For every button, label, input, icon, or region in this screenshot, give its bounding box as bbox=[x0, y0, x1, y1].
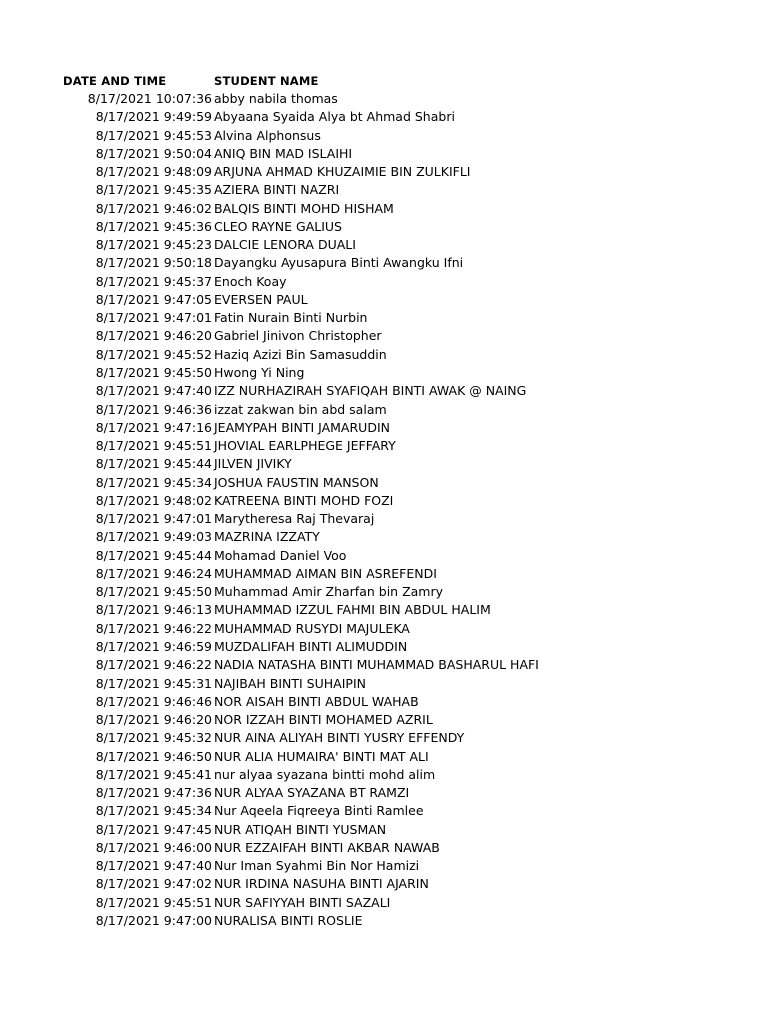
student-name-header: STUDENT NAME bbox=[214, 74, 319, 88]
date-time-cell: 8/17/2021 9:47:01 bbox=[95, 310, 212, 326]
date-time-cell: 8/17/2021 9:46:46 bbox=[95, 693, 212, 709]
student-name-cell: CLEO RAYNE GALIUS bbox=[214, 218, 342, 234]
date-time-cell: 8/17/2021 9:47:05 bbox=[95, 291, 212, 307]
date-time-cell: 8/17/2021 9:49:03 bbox=[95, 529, 212, 545]
date-time-cell: 8/17/2021 9:45:36 bbox=[95, 218, 212, 234]
table-row bbox=[0, 127, 768, 145]
student-name-cell: NUR IRDINA NASUHA BINTI AJARIN bbox=[214, 876, 429, 892]
date-time-cell: 8/17/2021 10:07:36 bbox=[87, 91, 212, 106]
table-row bbox=[0, 821, 768, 839]
table-row bbox=[0, 601, 768, 619]
table-row bbox=[0, 474, 768, 492]
date-time-cell: 8/17/2021 9:45:34 bbox=[95, 803, 212, 819]
date-time-cell: 8/17/2021 9:47:02 bbox=[95, 876, 212, 892]
table-row bbox=[0, 675, 768, 693]
date-time-cell: 8/17/2021 9:46:36 bbox=[95, 401, 212, 417]
date-time-cell: 8/17/2021 9:45:23 bbox=[95, 237, 212, 253]
student-name-cell: Mohamad Daniel Voo bbox=[214, 547, 347, 563]
table-row bbox=[0, 218, 768, 236]
student-name-cell: nur alyaa syazana bintti mohd alim bbox=[214, 766, 436, 782]
student-name-cell: MUHAMMAD AIMAN BIN ASREFENDI bbox=[214, 565, 437, 581]
student-name-cell: Haziq Azizi Bin Samasuddin bbox=[214, 346, 387, 362]
table-row bbox=[0, 254, 768, 272]
table-row bbox=[0, 583, 768, 601]
date-time-cell: 8/17/2021 9:47:00 bbox=[95, 912, 212, 928]
student-name-cell: NUR EZZAIFAH BINTI AKBAR NAWAB bbox=[214, 839, 440, 855]
table-header bbox=[0, 72, 768, 90]
table-row bbox=[0, 492, 768, 510]
date-time-cell: 8/17/2021 9:50:04 bbox=[95, 145, 212, 161]
student-name-cell: AZIERA BINTI NAZRI bbox=[214, 182, 340, 198]
table-row bbox=[0, 510, 768, 528]
student-name-cell: NUR ALYAA SYAZANA BT RAMZI bbox=[214, 785, 410, 801]
date-time-cell: 8/17/2021 9:47:16 bbox=[95, 419, 212, 435]
table-row bbox=[0, 181, 768, 199]
table-row bbox=[0, 327, 768, 345]
student-name-cell: MUZDALIFAH BINTI ALIMUDDIN bbox=[214, 638, 408, 654]
date-time-cell: 8/17/2021 9:45:51 bbox=[95, 438, 212, 454]
table-body bbox=[0, 90, 768, 930]
table-row bbox=[0, 857, 768, 875]
student-name-cell: Marytheresa Raj Thevaraj bbox=[214, 511, 375, 527]
date-time-cell: 8/17/2021 9:46:20 bbox=[95, 712, 212, 728]
table-row bbox=[0, 547, 768, 565]
student-name-cell: EVERSEN PAUL bbox=[214, 291, 308, 307]
date-time-cell: 8/17/2021 9:45:53 bbox=[95, 127, 212, 143]
table-row bbox=[0, 528, 768, 546]
table-row bbox=[0, 273, 768, 291]
table-row bbox=[0, 875, 768, 893]
date-time-cell: 8/17/2021 9:46:13 bbox=[95, 602, 212, 618]
date-time-cell: 8/17/2021 9:48:09 bbox=[95, 164, 212, 180]
table-row bbox=[0, 638, 768, 656]
date-time-cell: 8/17/2021 9:47:45 bbox=[95, 821, 212, 837]
date-time-cell: 8/17/2021 9:46:50 bbox=[95, 748, 212, 764]
date-time-cell: 8/17/2021 9:45:32 bbox=[95, 730, 212, 746]
table-row bbox=[0, 236, 768, 254]
table-row bbox=[0, 839, 768, 857]
table-row bbox=[0, 656, 768, 674]
student-name-cell: NAJIBAH BINTI SUHAIPIN bbox=[214, 675, 366, 691]
table-row bbox=[0, 291, 768, 309]
student-name-cell: NUR ATIQAH BINTI YUSMAN bbox=[214, 821, 387, 837]
student-name-cell: Dayangku Ayusapura Binti Awangku Ifni bbox=[214, 255, 464, 271]
student-name-cell: Gabriel Jinivon Christopher bbox=[214, 328, 382, 344]
date-time-cell: 8/17/2021 9:45:41 bbox=[95, 766, 212, 782]
student-name-cell: MUHAMMAD RUSYDI MAJULEKA bbox=[214, 620, 410, 636]
table-row bbox=[0, 108, 768, 126]
date-time-cell: 8/17/2021 9:45:35 bbox=[95, 182, 212, 198]
date-time-cell: 8/17/2021 9:45:52 bbox=[95, 346, 212, 362]
student-name-cell: Muhammad Amir Zharfan bin Zamry bbox=[214, 584, 444, 600]
table-row bbox=[0, 729, 768, 747]
date-time-cell: 8/17/2021 9:50:18 bbox=[95, 255, 212, 271]
student-name-cell: Nur Iman Syahmi Bin Nor Hamizi bbox=[214, 858, 420, 874]
date-time-cell: 8/17/2021 9:46:59 bbox=[95, 638, 212, 654]
date-time-cell: 8/17/2021 9:48:02 bbox=[95, 492, 212, 508]
table-row bbox=[0, 145, 768, 163]
table-row bbox=[0, 693, 768, 711]
student-name-cell: Abyaana Syaida Alya bt Ahmad Shabri bbox=[214, 109, 455, 125]
date-time-cell: 8/17/2021 9:47:40 bbox=[95, 858, 212, 874]
student-name-cell: BALQIS BINTI MOHD HISHAM bbox=[214, 200, 394, 216]
student-name-cell: izzat zakwan bin abd salam bbox=[214, 401, 387, 417]
table-row bbox=[0, 784, 768, 802]
table-row bbox=[0, 894, 768, 912]
table-row bbox=[0, 346, 768, 364]
student-name-cell: ANIQ BIN MAD ISLAIHI bbox=[214, 145, 353, 161]
table-row bbox=[0, 802, 768, 820]
table-row bbox=[0, 200, 768, 218]
date-time-cell: 8/17/2021 9:45:44 bbox=[95, 456, 212, 472]
date-time-header: DATE AND TIME bbox=[63, 74, 167, 88]
student-name-cell: NOR AISAH BINTI ABDUL WAHAB bbox=[214, 693, 419, 709]
attendance-sheet bbox=[0, 72, 768, 930]
student-name-cell: ARJUNA AHMAD KHUZAIMIE BIN ZULKIFLI bbox=[214, 164, 471, 180]
student-name-cell: Enoch Koay bbox=[214, 273, 287, 289]
table-row bbox=[0, 437, 768, 455]
student-name-cell: NADIA NATASHA BINTI MUHAMMAD BASHARUL HAFI bbox=[214, 657, 539, 673]
student-name-cell: MAZRINA IZZATY bbox=[214, 529, 320, 545]
student-name-cell: JEAMYPAH BINTI JAMARUDIN bbox=[214, 419, 390, 435]
date-time-cell: 8/17/2021 9:45:37 bbox=[95, 273, 212, 289]
date-time-cell: 8/17/2021 9:45:50 bbox=[95, 364, 212, 380]
date-time-cell: 8/17/2021 9:45:34 bbox=[95, 474, 212, 490]
student-name-cell: NUR AINA ALIYAH BINTI YUSRY EFFENDY bbox=[214, 730, 465, 746]
student-name-cell: KATREENA BINTI MOHD FOZI bbox=[214, 492, 394, 508]
student-name-cell: Hwong Yi Ning bbox=[214, 364, 305, 380]
table-row bbox=[0, 90, 768, 108]
student-name-cell: Alvina Alphonsus bbox=[214, 127, 321, 143]
student-name-cell: abby nabila thomas bbox=[214, 91, 338, 106]
table-row bbox=[0, 401, 768, 419]
table-row bbox=[0, 748, 768, 766]
table-row bbox=[0, 620, 768, 638]
student-name-cell: JHOVIAL EARLPHEGE JEFFARY bbox=[214, 438, 396, 454]
student-name-cell: Nur Aqeela Fiqreeya Binti Ramlee bbox=[214, 803, 424, 819]
date-time-cell: 8/17/2021 9:46:00 bbox=[95, 839, 212, 855]
date-time-cell: 8/17/2021 9:46:24 bbox=[95, 565, 212, 581]
student-name-cell: DALCIE LENORA DUALI bbox=[214, 237, 356, 253]
date-time-cell: 8/17/2021 9:47:01 bbox=[95, 511, 212, 527]
student-name-cell: NURALISA BINTI ROSLIE bbox=[214, 912, 363, 928]
table-row bbox=[0, 419, 768, 437]
date-time-cell: 8/17/2021 9:45:31 bbox=[95, 675, 212, 691]
date-time-cell: 8/17/2021 9:47:40 bbox=[95, 383, 212, 399]
student-name-cell: MUHAMMAD IZZUL FAHMI BIN ABDUL HALIM bbox=[214, 602, 491, 618]
date-time-cell: 8/17/2021 9:45:50 bbox=[95, 584, 212, 600]
date-time-cell: 8/17/2021 9:46:22 bbox=[95, 620, 212, 636]
table-row bbox=[0, 711, 768, 729]
table-row bbox=[0, 565, 768, 583]
date-time-cell: 8/17/2021 9:46:02 bbox=[95, 200, 212, 216]
student-name-cell: JILVEN JIVIKY bbox=[214, 456, 292, 472]
date-time-cell: 8/17/2021 9:45:44 bbox=[95, 547, 212, 563]
date-time-cell: 8/17/2021 9:49:59 bbox=[95, 109, 212, 125]
table-row bbox=[0, 309, 768, 327]
table-row bbox=[0, 382, 768, 400]
table-row bbox=[0, 455, 768, 473]
student-name-cell: Fatin Nurain Binti Nurbin bbox=[214, 310, 368, 326]
student-name-cell: NUR SAFIYYAH BINTI SAZALI bbox=[214, 894, 391, 910]
student-name-cell: NUR ALIA HUMAIRA' BINTI MAT ALI bbox=[214, 748, 429, 764]
date-time-cell: 8/17/2021 9:45:51 bbox=[95, 894, 212, 910]
table-row bbox=[0, 364, 768, 382]
student-name-cell: IZZ NURHAZIRAH SYAFIQAH BINTI AWAK @ NAING bbox=[214, 383, 527, 399]
date-time-cell: 8/17/2021 9:46:20 bbox=[95, 328, 212, 344]
student-name-cell: NOR IZZAH BINTI MOHAMED AZRIL bbox=[214, 712, 433, 728]
date-time-cell: 8/17/2021 9:47:36 bbox=[95, 785, 212, 801]
student-name-cell: JOSHUA FAUSTIN MANSON bbox=[214, 474, 379, 490]
table-row bbox=[0, 766, 768, 784]
table-row bbox=[0, 163, 768, 181]
date-time-cell: 8/17/2021 9:46:22 bbox=[95, 657, 212, 673]
table-row bbox=[0, 912, 768, 930]
